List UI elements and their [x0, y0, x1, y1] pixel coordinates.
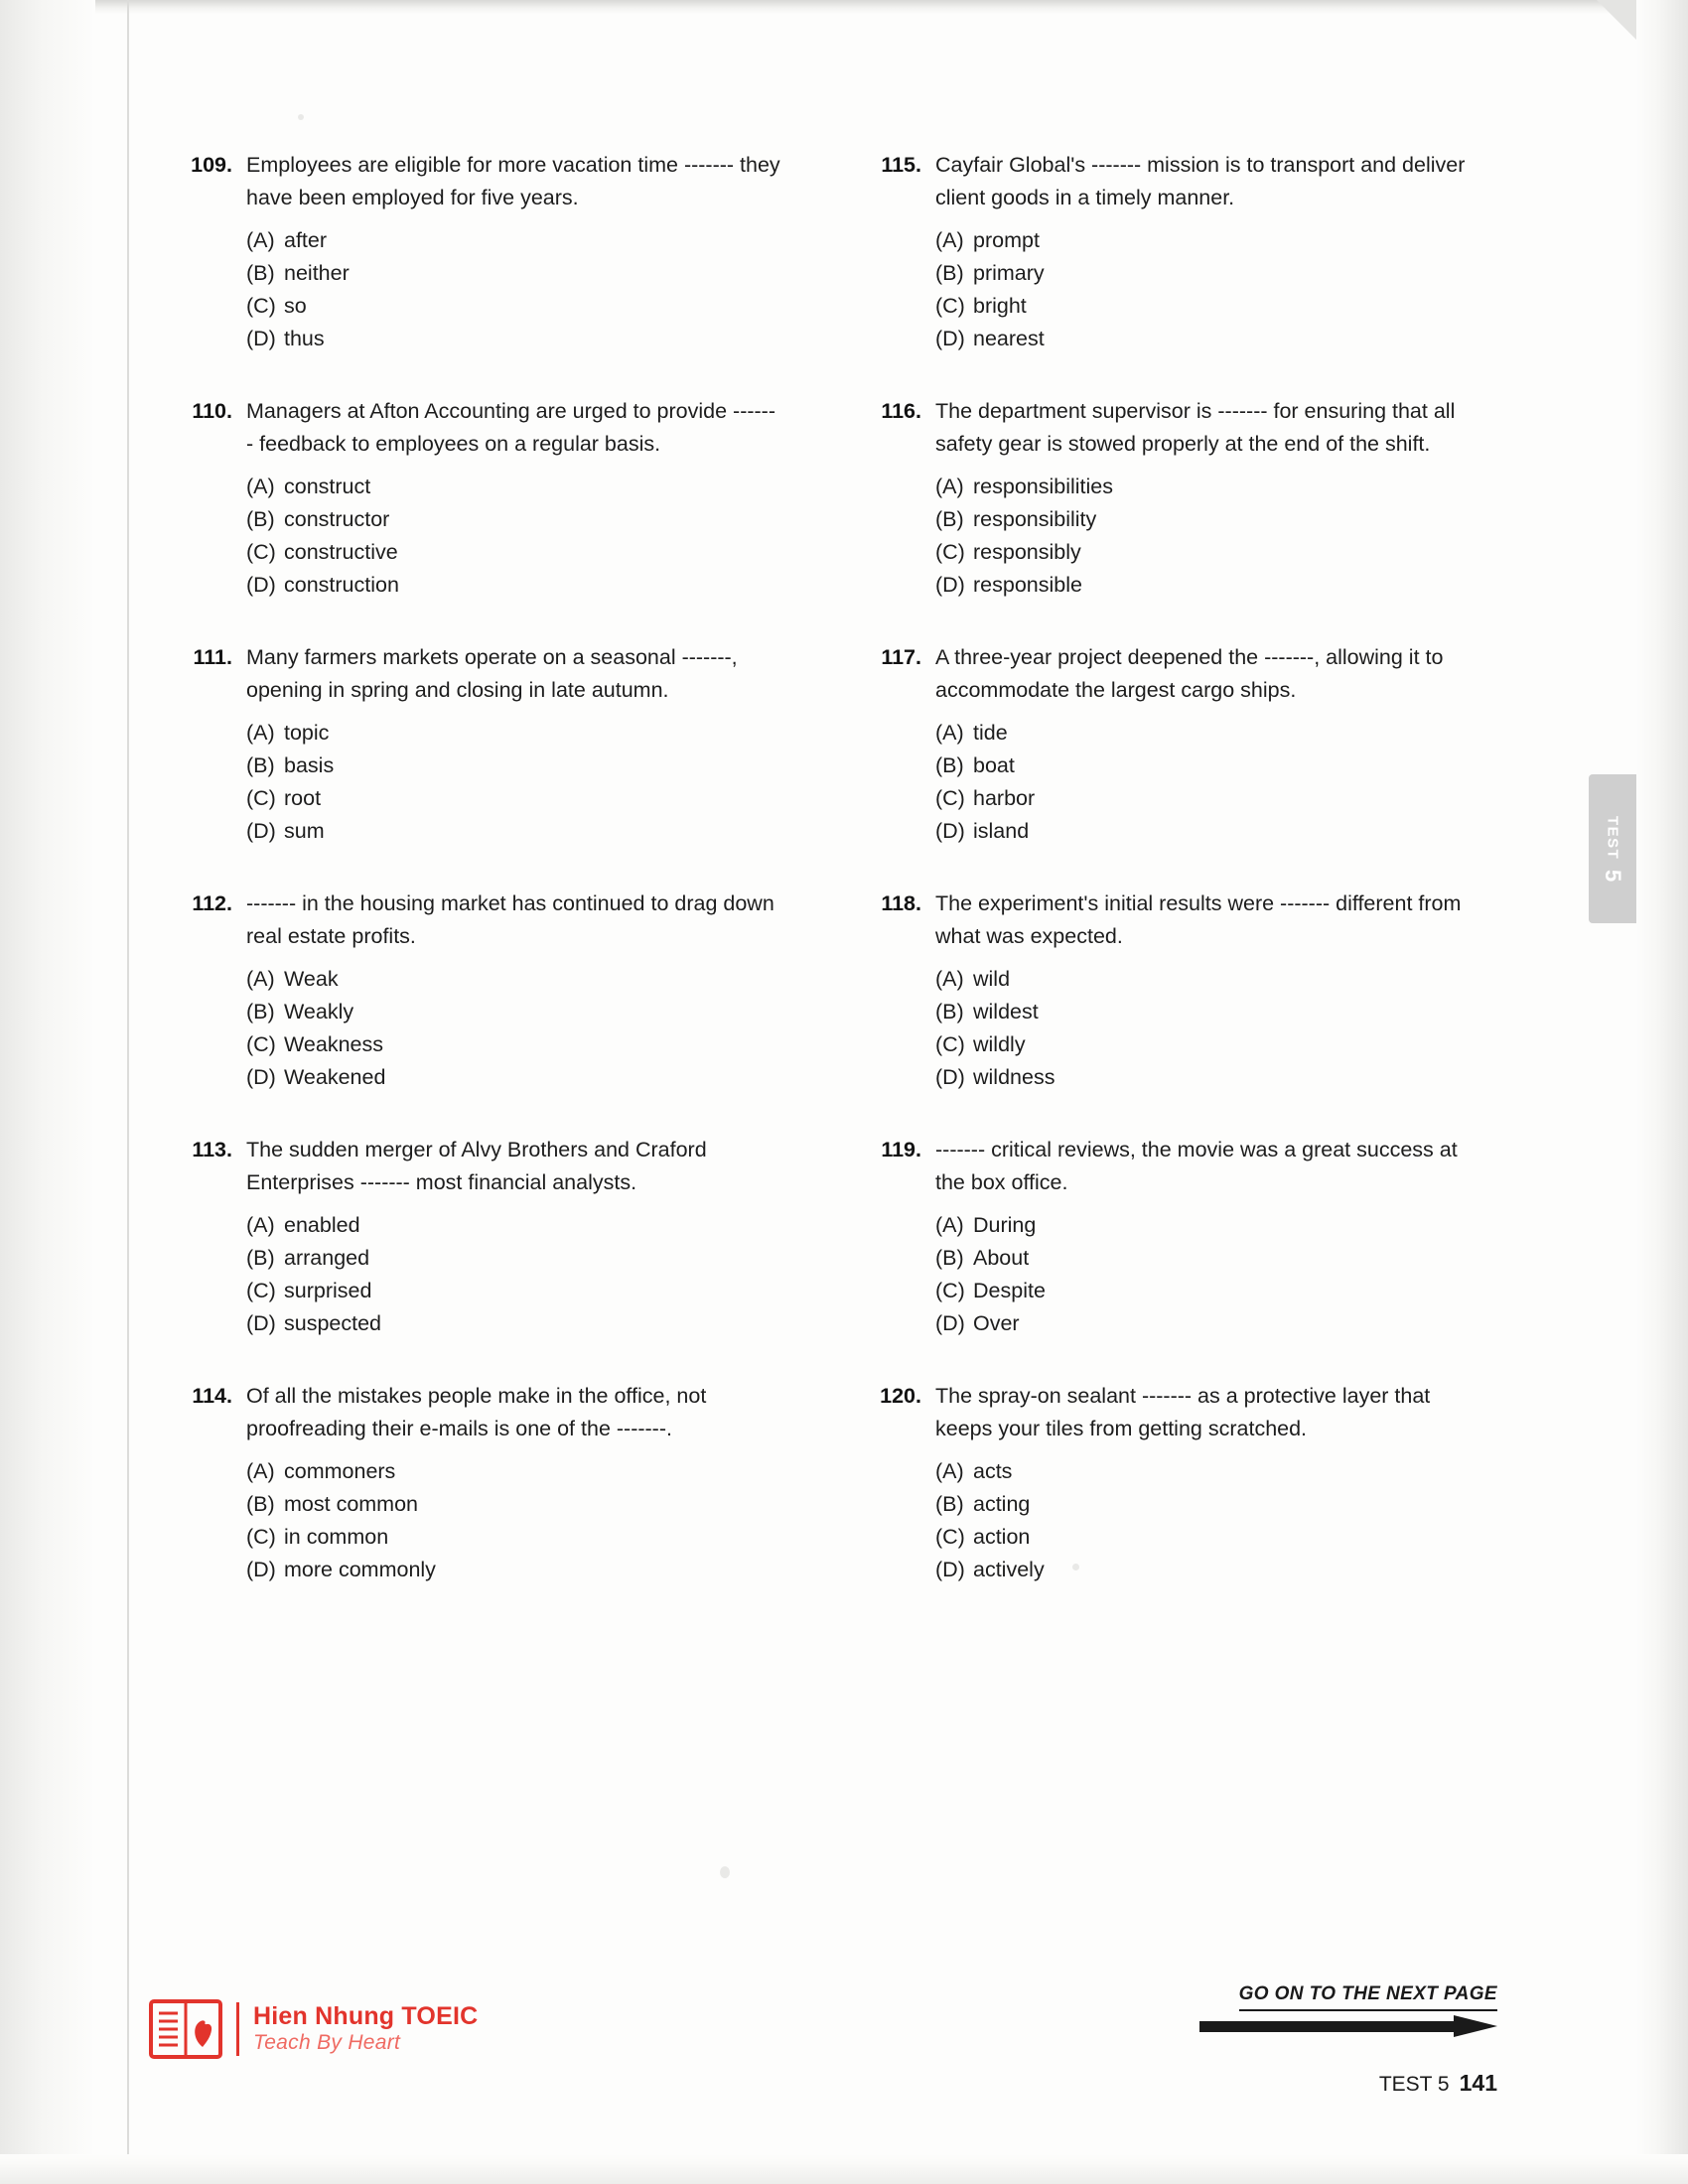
- choice-option[interactable]: [935, 323, 1472, 355]
- choice-option[interactable]: [935, 224, 1472, 257]
- choice-option[interactable]: [935, 963, 1472, 996]
- question-number: 119.: [881, 1138, 921, 1161]
- choice-label: (C): [935, 540, 965, 564]
- question-choices: [935, 1209, 1472, 1340]
- choice-text: surprised: [284, 1279, 372, 1302]
- question-stem: Of all the mistakes people make in the office, not proofreading their e-mails is one of the -------.: [246, 1384, 707, 1440]
- brand-title: Hien Nhung TOEIC: [253, 2001, 479, 2030]
- choice-label: (A): [246, 1213, 275, 1237]
- choice-label: (C): [935, 1279, 965, 1302]
- choice-label: (D): [246, 327, 276, 350]
- choice-text: construction: [284, 573, 399, 597]
- choice-option[interactable]: [246, 503, 782, 536]
- choice-text: sum: [284, 819, 325, 843]
- question-body: [935, 149, 1472, 355]
- choice-label: (A): [935, 1213, 964, 1237]
- choice-label: (B): [935, 1000, 964, 1024]
- brand-text: [236, 2002, 478, 2056]
- choice-option[interactable]: [246, 1554, 782, 1586]
- choice-text: so: [284, 294, 307, 318]
- choice-option[interactable]: [935, 1028, 1472, 1061]
- choice-option[interactable]: [935, 717, 1472, 750]
- choice-text: root: [284, 786, 322, 810]
- arrow-right-icon: [1199, 2015, 1497, 2037]
- choice-label: (B): [935, 1492, 964, 1516]
- question-choices: [246, 1209, 782, 1340]
- choice-label: (A): [246, 475, 275, 498]
- choice-label: (D): [935, 1558, 965, 1581]
- page-corner-fold: [1597, 0, 1636, 40]
- question-number: 116.: [881, 399, 921, 423]
- choice-text: boat: [973, 753, 1015, 777]
- choice-label: (C): [246, 294, 276, 318]
- question-choices: [246, 1455, 782, 1586]
- scan-speckle: [720, 1866, 730, 1878]
- choice-option[interactable]: [246, 257, 782, 290]
- choice-option[interactable]: [935, 815, 1472, 848]
- choice-option[interactable]: [246, 1209, 782, 1242]
- choice-text: About: [973, 1246, 1030, 1270]
- brand-logo: [149, 1997, 478, 2061]
- question-number: 115.: [881, 153, 921, 177]
- question-body: [246, 149, 782, 355]
- choice-text: tide: [973, 721, 1008, 745]
- question-choices: [935, 963, 1472, 1094]
- question-item: [167, 641, 782, 848]
- choice-label: (A): [935, 228, 964, 252]
- choice-label: (B): [246, 1000, 275, 1024]
- footer-page-number: 141: [1459, 2070, 1497, 2096]
- choice-label: (D): [246, 1065, 276, 1089]
- choice-text: acts: [973, 1459, 1013, 1483]
- question-body: [246, 395, 782, 602]
- choice-text: commoners: [284, 1459, 396, 1483]
- choice-option[interactable]: [935, 536, 1472, 569]
- choice-text: wildness: [973, 1065, 1055, 1089]
- choice-text: wild: [973, 967, 1011, 991]
- choice-label: (B): [246, 1492, 275, 1516]
- choice-option[interactable]: [246, 224, 782, 257]
- choice-text: more commonly: [284, 1558, 436, 1581]
- choice-label: (D): [246, 573, 276, 597]
- choice-option[interactable]: [935, 1307, 1472, 1340]
- choice-label: (D): [246, 1311, 276, 1335]
- go-on-text: GO ON TO THE NEXT PAGE: [1239, 1983, 1497, 2011]
- question-number: 118.: [881, 891, 921, 915]
- question-body: [246, 887, 782, 1094]
- choice-option[interactable]: [935, 1521, 1472, 1554]
- choice-label: (C): [246, 1525, 276, 1549]
- choice-option[interactable]: [246, 1275, 782, 1307]
- choice-option[interactable]: [246, 1521, 782, 1554]
- choice-label: (B): [246, 753, 275, 777]
- question-choices: [246, 224, 782, 355]
- question-choices: [935, 471, 1472, 602]
- choice-option[interactable]: [246, 1455, 782, 1488]
- question-number: 109.: [191, 153, 232, 177]
- choice-option[interactable]: [935, 1061, 1472, 1094]
- question-body: [935, 887, 1472, 1094]
- question-number: 117.: [881, 645, 921, 669]
- choice-text: action: [973, 1525, 1031, 1549]
- go-on-notice: [1199, 1983, 1497, 2037]
- test-section-tab: [1589, 774, 1636, 923]
- choice-text: responsibility: [973, 507, 1097, 531]
- question-item: [167, 395, 782, 602]
- question-column-left: [167, 149, 782, 1626]
- choice-option[interactable]: [935, 257, 1472, 290]
- book-spine-line: [127, 0, 129, 2184]
- choice-text: Weakly: [284, 1000, 354, 1024]
- choice-option[interactable]: [935, 996, 1472, 1028]
- question-choices: [246, 717, 782, 848]
- question-body: [935, 1380, 1472, 1586]
- choice-label: (A): [935, 1459, 964, 1483]
- page-footer: [1379, 2070, 1497, 2097]
- choice-text: During: [973, 1213, 1037, 1237]
- choice-option[interactable]: [246, 471, 782, 503]
- choice-label: (B): [935, 261, 964, 285]
- scan-left-edge: [0, 0, 95, 2184]
- choice-text: constructive: [284, 540, 398, 564]
- choice-option[interactable]: [935, 1455, 1472, 1488]
- question-stem: The spray-on sealant ------- as a protective layer that keeps your tiles from getting scratched.: [935, 1384, 1431, 1440]
- choice-text: harbor: [973, 786, 1036, 810]
- choice-option[interactable]: [246, 1061, 782, 1094]
- choice-option[interactable]: [935, 1242, 1472, 1275]
- choice-text: enabled: [284, 1213, 360, 1237]
- choice-label: (C): [246, 1032, 276, 1056]
- choice-option[interactable]: [246, 717, 782, 750]
- choice-label: (D): [935, 1065, 965, 1089]
- question-body: [246, 641, 782, 848]
- choice-text: actively: [973, 1558, 1045, 1581]
- question-stem: ------- in the housing market has continued to drag down real estate profits.: [246, 891, 774, 948]
- question-item: [856, 1134, 1472, 1340]
- choice-text: bright: [973, 294, 1027, 318]
- open-book-heart-icon: [149, 1997, 222, 2061]
- scan-right-edge: [1636, 0, 1688, 2184]
- choice-text: primary: [973, 261, 1045, 285]
- choice-option[interactable]: [246, 815, 782, 848]
- choice-text: arranged: [284, 1246, 370, 1270]
- choice-option[interactable]: [935, 471, 1472, 503]
- question-number: 111.: [193, 645, 232, 669]
- question-stem: A three-year project deepened the -------, allowing it to accommodate the largest cargo ships.: [935, 645, 1444, 702]
- choice-label: (D): [935, 327, 965, 350]
- question-columns: [167, 149, 1487, 1626]
- choice-option[interactable]: [935, 1275, 1472, 1307]
- choice-text: prompt: [973, 228, 1040, 252]
- choice-label: (C): [935, 1032, 965, 1056]
- scan-top-edge: [0, 0, 1688, 14]
- choice-label: (D): [935, 1311, 965, 1335]
- question-column-right: [856, 149, 1472, 1626]
- choice-text: construct: [284, 475, 371, 498]
- choice-option[interactable]: [935, 503, 1472, 536]
- choice-text: responsibilities: [973, 475, 1114, 498]
- choice-option[interactable]: [246, 782, 782, 815]
- question-item: [167, 1380, 782, 1586]
- choice-option[interactable]: [246, 996, 782, 1028]
- choice-option[interactable]: [246, 569, 782, 602]
- choice-text: Weakened: [284, 1065, 386, 1089]
- scan-bottom-edge: [0, 2154, 1688, 2184]
- choice-text: thus: [284, 327, 325, 350]
- choice-text: Despite: [973, 1279, 1046, 1302]
- question-item: [167, 887, 782, 1094]
- choice-label: (D): [935, 573, 965, 597]
- question-body: [246, 1380, 782, 1586]
- choice-text: Weak: [284, 967, 339, 991]
- choice-label: (B): [935, 753, 964, 777]
- test-tab-label: TEST: [1604, 815, 1621, 861]
- choice-label: (C): [935, 294, 965, 318]
- question-stem: ------- critical reviews, the movie was a great success at the box office.: [935, 1138, 1458, 1194]
- choice-option[interactable]: [935, 1554, 1472, 1586]
- choice-label: (B): [246, 261, 275, 285]
- question-body: [935, 395, 1472, 602]
- question-number: 110.: [192, 399, 232, 423]
- question-stem: Cayfair Global's ------- mission is to transport and deliver client goods in a timely manner.: [935, 153, 1466, 209]
- choice-label: (A): [935, 721, 964, 745]
- question-body: [246, 1134, 782, 1340]
- choice-label: (B): [246, 1246, 275, 1270]
- choice-option[interactable]: [246, 750, 782, 782]
- question-stem: Many farmers markets operate on a seasonal -------, opening in spring and closing in late autumn.: [246, 645, 738, 702]
- choice-text: acting: [973, 1492, 1031, 1516]
- choice-text: nearest: [973, 327, 1045, 350]
- choice-label: (C): [935, 1525, 965, 1549]
- question-number: 112.: [192, 891, 232, 915]
- question-item: [856, 641, 1472, 848]
- question-item: [856, 887, 1472, 1094]
- choice-text: suspected: [284, 1311, 382, 1335]
- choice-label: (A): [246, 967, 275, 991]
- choice-text: neither: [284, 261, 350, 285]
- question-choices: [246, 963, 782, 1094]
- question-item: [167, 1134, 782, 1340]
- question-item: [167, 149, 782, 355]
- question-number: 120.: [880, 1384, 921, 1408]
- question-body: [935, 641, 1472, 848]
- choice-text: after: [284, 228, 328, 252]
- choice-option[interactable]: [246, 323, 782, 355]
- question-stem: The experiment's initial results were ------- different from what was expected.: [935, 891, 1462, 948]
- choice-option[interactable]: [246, 1307, 782, 1340]
- scan-speckle: [298, 114, 304, 120]
- question-stem: The department supervisor is ------- for ensuring that all safety gear is stowed properly at the end of the shift.: [935, 399, 1456, 456]
- choice-label: (B): [935, 1246, 964, 1270]
- question-number: 113.: [192, 1138, 232, 1161]
- question-item: [856, 149, 1472, 355]
- question-number: 114.: [192, 1384, 232, 1408]
- choice-option[interactable]: [935, 290, 1472, 323]
- choice-label: (B): [246, 507, 275, 531]
- choice-option[interactable]: [935, 1209, 1472, 1242]
- choice-option[interactable]: [246, 1242, 782, 1275]
- choice-text: Over: [973, 1311, 1020, 1335]
- choice-text: most common: [284, 1492, 419, 1516]
- footer-test-label: TEST 5: [1378, 2073, 1450, 2096]
- choice-text: constructor: [284, 507, 390, 531]
- test-tab-number: 5: [1601, 870, 1625, 883]
- choice-label: (A): [246, 1459, 275, 1483]
- question-choices: [246, 471, 782, 602]
- choice-label: (D): [246, 819, 276, 843]
- question-body: [935, 1134, 1472, 1340]
- choice-option[interactable]: [246, 1028, 782, 1061]
- choice-text: Weakness: [284, 1032, 383, 1056]
- question-choices: [935, 224, 1472, 355]
- choice-label: (D): [246, 1558, 276, 1581]
- choice-text: island: [973, 819, 1030, 843]
- choice-label: (C): [246, 540, 276, 564]
- choice-option[interactable]: [246, 963, 782, 996]
- question-choices: [935, 1455, 1472, 1586]
- choice-text: responsible: [973, 573, 1082, 597]
- choice-text: responsibly: [973, 540, 1081, 564]
- choice-option[interactable]: [246, 536, 782, 569]
- choice-label: (A): [246, 721, 275, 745]
- question-choices: [935, 717, 1472, 848]
- question-stem: Employees are eligible for more vacation time ------- they have been employed for five years.: [246, 153, 780, 209]
- choice-option[interactable]: [935, 569, 1472, 602]
- question-stem: The sudden merger of Alvy Brothers and Craford Enterprises ------- most financial analysts.: [246, 1138, 707, 1194]
- choice-option[interactable]: [246, 1488, 782, 1521]
- choice-label: (B): [935, 507, 964, 531]
- choice-option[interactable]: [935, 750, 1472, 782]
- choice-option[interactable]: [935, 782, 1472, 815]
- question-item: [856, 1380, 1472, 1586]
- choice-label: (C): [246, 1279, 276, 1302]
- question-stem: Managers at Afton Accounting are urged to provide ------- feedback to employees on a regular basis.: [246, 399, 775, 456]
- choice-label: (A): [935, 967, 964, 991]
- brand-subtitle: Teach By Heart: [253, 2031, 401, 2055]
- choice-label: (A): [246, 228, 275, 252]
- choice-text: wildest: [973, 1000, 1039, 1024]
- choice-text: wildly: [973, 1032, 1026, 1056]
- choice-option[interactable]: [246, 290, 782, 323]
- choice-option[interactable]: [935, 1488, 1472, 1521]
- question-item: [856, 395, 1472, 602]
- choice-text: topic: [284, 721, 330, 745]
- choice-label: (C): [246, 786, 276, 810]
- choice-text: basis: [284, 753, 335, 777]
- choice-label: (C): [935, 786, 965, 810]
- choice-label: (D): [935, 819, 965, 843]
- choice-label: (A): [935, 475, 964, 498]
- choice-text: in common: [284, 1525, 389, 1549]
